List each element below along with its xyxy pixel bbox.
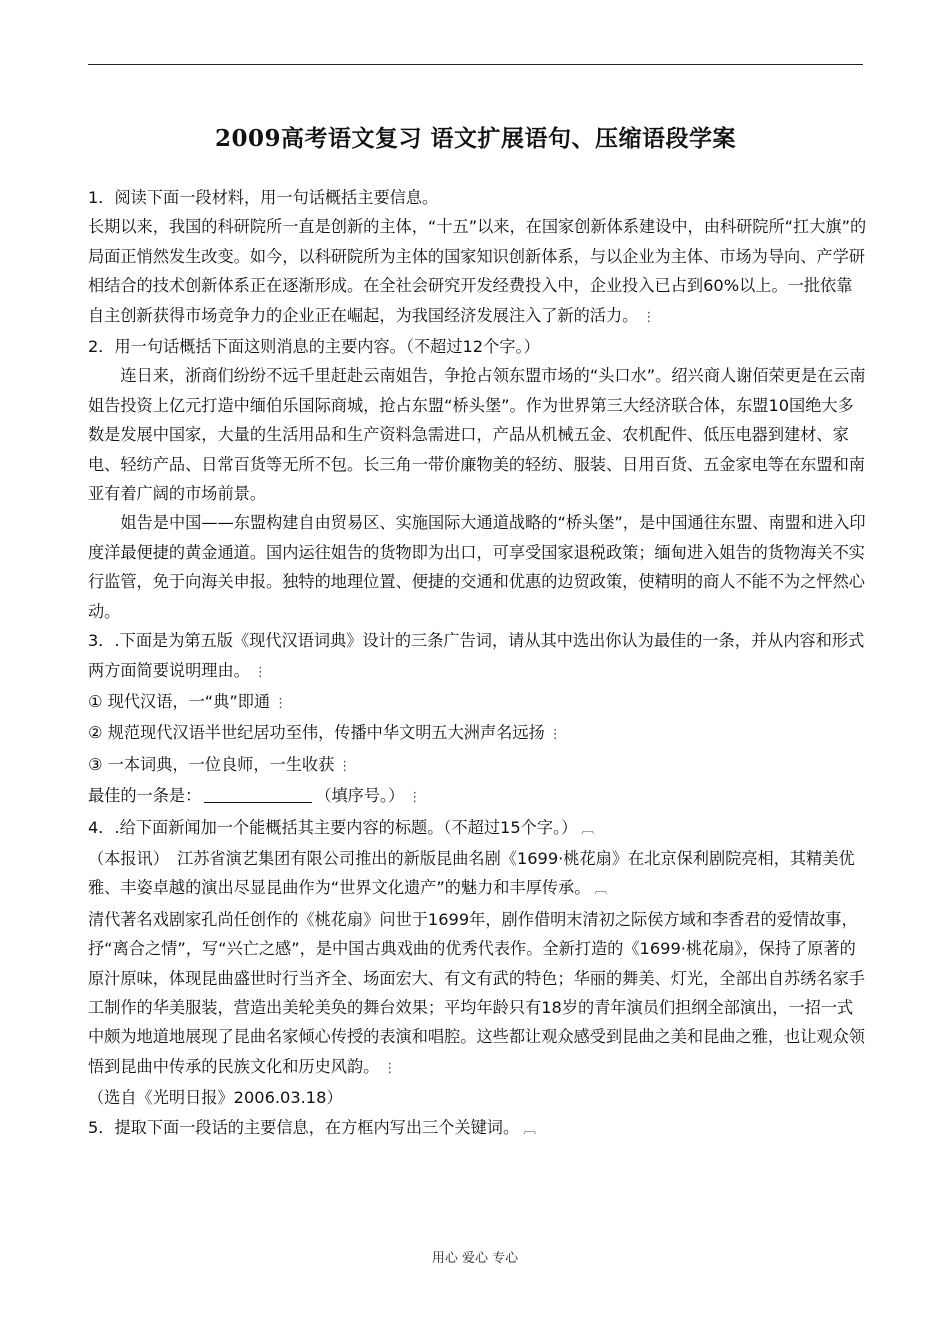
text-box-mark-icon: ︹ — [594, 882, 608, 898]
question-3-option: ③ 一本词典，一位良师，一生收获 ⋮ — [88, 754, 352, 774]
paragraph-mark-icon: ⋮ — [338, 758, 352, 774]
question-4-prompt: 4．.给下面新闻加一个能概括其主要内容的标题。（不超过15个字。） ︹ — [88, 817, 595, 837]
document-body — [88, 183, 868, 1144]
question-3-prompt: 3．.下面是为第五版《现代汉语词典》设计的三条广告词，请从其中选出你认为最佳的一条，并从内容和形式两方面简要说明理由。 ⋮ — [88, 631, 865, 680]
question-3-answer: 最佳的一条是： （填序号。） ⋮ — [88, 786, 422, 806]
question-2-paragraph: 姐告是中国——东盟构建自由贸易区、实施国际大通道战略的“桥头堡”，是中国通往东盟、南盟和进入印度洋最便捷的黄金通道。国内运往姐告的货物即为出口，可享受国家退税政策；缅甸进入姐告的货物海关不实行监管，免于向海关申报。独特的地理位置、便捷的交通和优惠的边贸政策，使精明的商人不能不为之怦然心动。 — [88, 513, 866, 621]
question-1-text: 长期以来，我国的科研院所一直是创新的主体，“十五”以来，在国家创新体系建设中，由科研院所“扛大旗”的局面正悄然发生改变。如今，以科研院所为主体的国家知识创新体系，与以企业为主体、市场为导向、产学研相结合的技术创新体系正在逐渐形成。在全社会研究开发经费投入中，企业投入已占到60%以上。一批依靠自主创新获得市场竞争力的企业正在崛起，为我国经济发展注入了新的活力。 ⋮ — [88, 217, 867, 325]
text-box-mark-icon: ︹ — [523, 1121, 537, 1137]
answer-blank[interactable] — [204, 784, 312, 803]
paragraph-mark-icon: ⋮ — [548, 727, 562, 743]
header-rule — [88, 64, 863, 65]
question-4-body: 清代著名戏剧家孔尚任创作的《桃花扇》问世于1699年，剧作借明末清初之际侯方域和李香君的爱情故事，抒“离合之情”，写“兴亡之感”，是中国古典戏曲的优秀代表作。全新打造的《1699·桃花扇》，保持了原著的原汁原味，体现昆曲盛世时行当齐全、场面宏大、有文有武的特色；华丽的舞美、灯光，全部出自苏绣名家手工制作的华美服装，营造出美轮美奂的舞台效果；平均年龄只有18岁的青年演员们担纲全部演出，一招一式中颇为地道地展现了昆曲名家倾心传授的表演和唱腔。这些都让观众感受到昆曲之美和昆曲之雅，也让观众领悟到昆曲中传承的民族文化和历史风韵。 ⋮ — [88, 909, 865, 1076]
paragraph-mark-icon: ⋮ — [408, 790, 422, 806]
paragraph-mark-icon: ⋮ — [383, 1060, 397, 1076]
question-1-prompt: 1．阅读下面一段材料，用一句话概括主要信息。 — [88, 188, 439, 207]
question-3-option: ① 现代汉语，一“典”即通 ⋮ — [88, 691, 288, 711]
text-box-mark-icon: ︹ — [581, 821, 595, 837]
question-4-source: （选自《光明日报》2006.03.18） — [88, 1088, 343, 1108]
paragraph-mark-icon: ⋮ — [274, 695, 288, 711]
question-4-lead: （本报讯） 江苏省演艺集团有限公司推出的新版昆曲名剧《1699·桃花扇》在北京保利剧院亮相，其精美优雅、丰姿卓越的演出尽显昆曲作为“世界文化遗产”的魅力和丰厚传承。 ︹ — [88, 848, 855, 898]
question-2-paragraph: 连日来，浙商们纷纷不远千里赶赴云南姐告，争抢占领东盟市场的“头口水”。绍兴商人谢佰荣更是在云南姐告投资上亿元打造中缅伯乐国际商城，抢占东盟“桥头堡”。作为世界第三大经济联合体，东盟10国绝大多数是发展中国家，大量的生活用品和生产资料急需进口，产品从机械五金、农机配件、低压电器到建材、家电、轻纺产品、日常百货等无所不包。长三角一带价廉物美的轻纺、服装、日用百货、五金家电等在东盟和南亚有着广阔的市场前景。 — [88, 366, 866, 504]
question-3-option: ② 规范现代汉语半世纪居功至伟，传播中华文明五大洲声名远扬 ⋮ — [88, 723, 562, 743]
document-title: 2009高考语文复习 语文扩展语句、压缩语段学案 — [214, 125, 737, 152]
paragraph-mark-icon: ⋮ — [642, 309, 656, 325]
paragraph-mark-icon: ⋮ — [253, 664, 267, 680]
question-5-prompt: 5．提取下面一段话的主要信息，在方框内写出三个关键词。 ︹ — [88, 1117, 537, 1137]
question-2-prompt: 2．用一句话概括下面这则消息的主要内容。（不超过12个字。） — [88, 337, 540, 357]
page-footer: 用心 爱心 专心 — [431, 1251, 519, 1266]
